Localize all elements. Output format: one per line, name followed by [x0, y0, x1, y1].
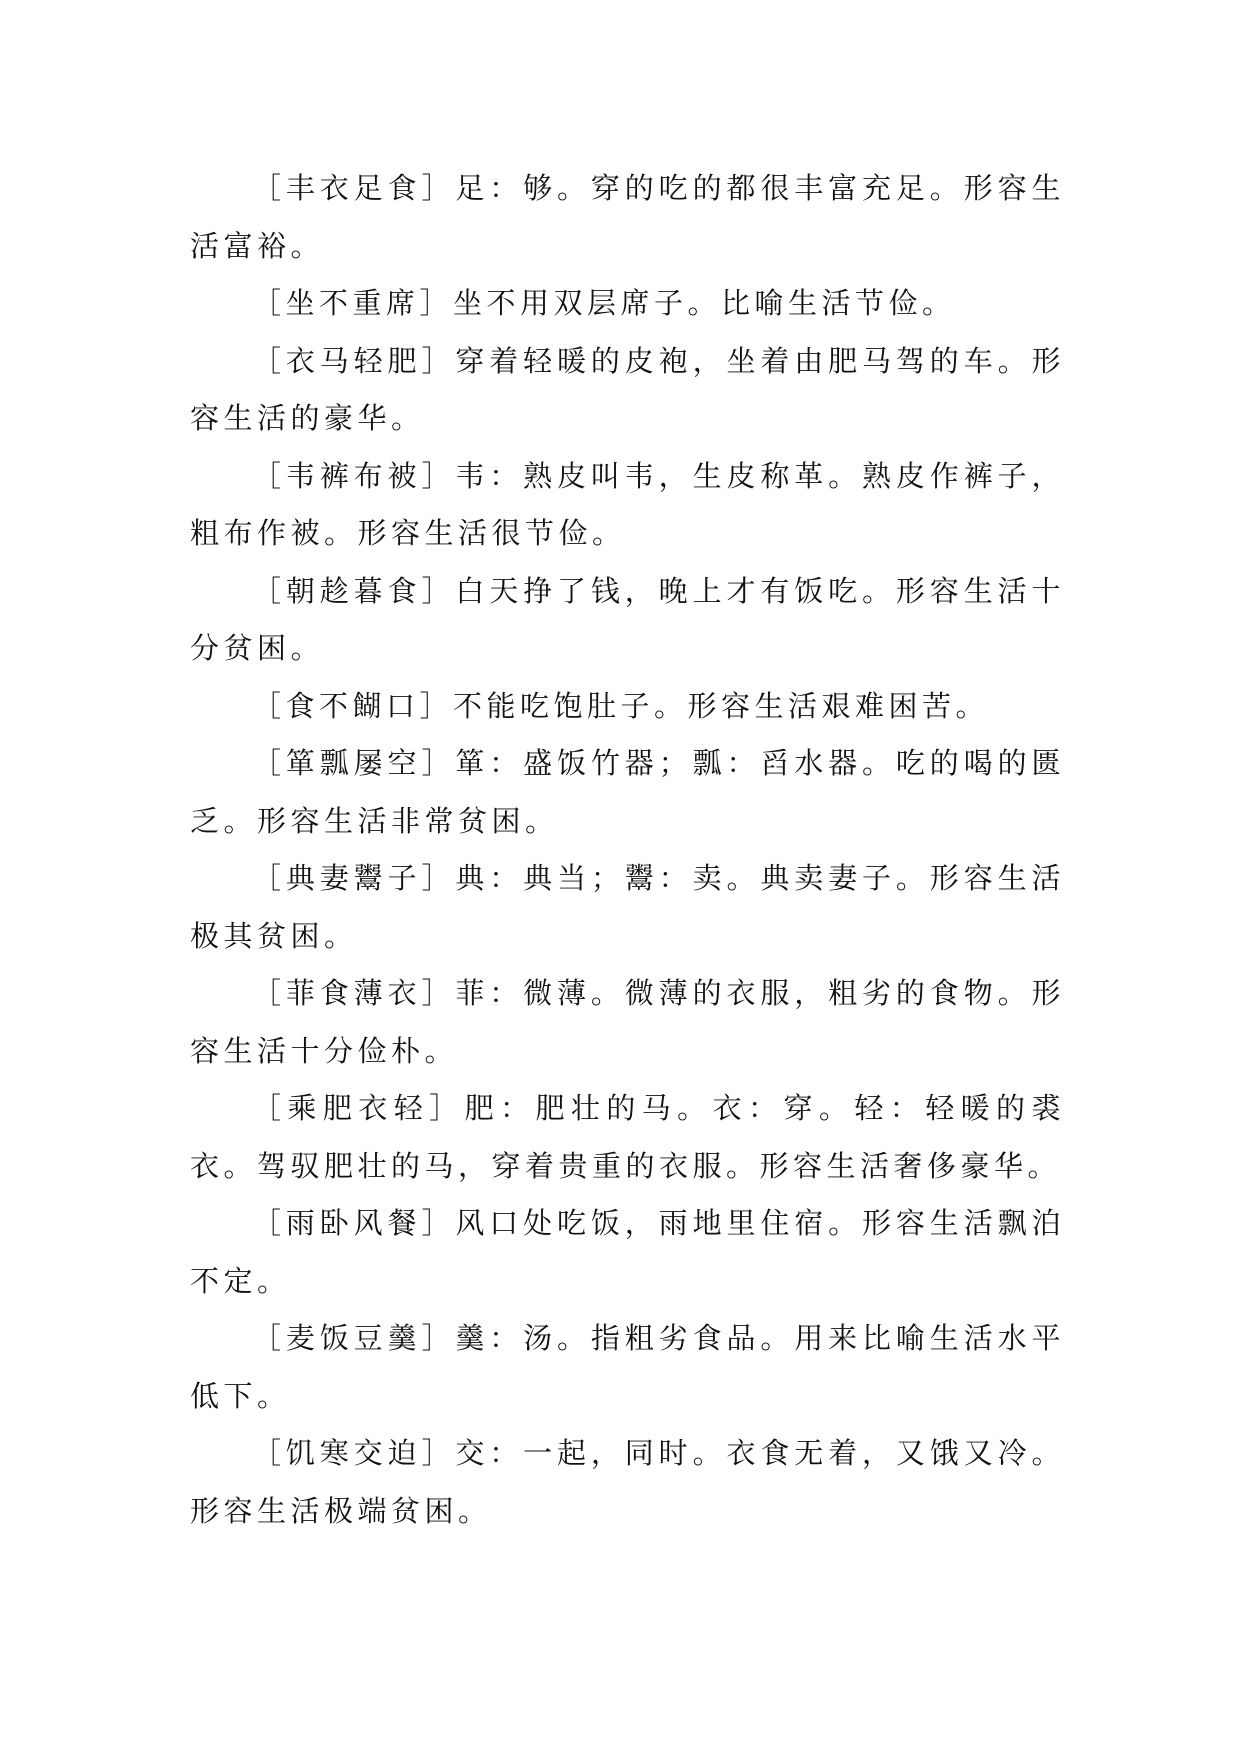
idiom-entry: [190, 275, 1065, 333]
idiom-entry: [190, 563, 1065, 678]
idiom-term: ［韦裤布被］: [252, 458, 456, 493]
idiom-term: ［菲食薄衣］: [252, 976, 456, 1010]
idiom-definition: 足：够。穿的吃的都很丰富充足。形容生活富裕。: [190, 171, 1065, 263]
idiom-term: ［麦饭豆羹］: [252, 1321, 456, 1355]
idiom-definition: 风口处吃饭，雨地里住宿。形容生活飘泊不定。: [190, 1206, 1065, 1298]
idiom-definition: 坐不用双层席子。比喻生活节俭。: [453, 286, 956, 320]
idiom-entry: [190, 850, 1065, 965]
idiom-entry: [190, 333, 1065, 448]
idiom-entry: [190, 1195, 1065, 1310]
idiom-entry: [190, 448, 1065, 563]
idiom-term: ［饥寒交迫］: [252, 1436, 456, 1470]
idiom-entry: [190, 1310, 1065, 1425]
idiom-term: ［食不餬口］: [252, 688, 454, 723]
idiom-definition: 交：一起，同时。衣食无着，又饿又冷。形容生活极端贫困。: [190, 1436, 1065, 1528]
idiom-definition: 箪：盛饭竹器；瓢：舀水器。吃的喝的匮乏。形容生活非常贫困。: [190, 746, 1065, 838]
idiom-entry: [190, 678, 1065, 736]
idiom-entry: [190, 1080, 1065, 1195]
idiom-term: ［朝趁暮食］: [252, 573, 456, 608]
idiom-term: ［箪瓢屡空］: [252, 746, 456, 780]
idiom-term: ［衣马轻肥］: [252, 343, 456, 378]
idiom-entry: [190, 965, 1065, 1080]
document-body: [190, 160, 1065, 1540]
idiom-definition: 肥：肥壮的马。衣：穿。轻：轻暖的裘衣。驾驭肥壮的马，穿着贵重的衣服。形容生活奢侈豪华。: [190, 1091, 1065, 1183]
idiom-definition: 白天挣了钱，晚上才有饭吃。形容生活十分贫困。: [190, 573, 1065, 665]
idiom-term: ［雨卧风餐］: [252, 1206, 456, 1240]
idiom-definition: 穿着轻暖的皮袍，坐着由肥马驾的车。形容生活的豪华。: [190, 343, 1065, 435]
idiom-definition: 不能吃饱肚子。形容生活艰难困苦。: [453, 688, 990, 723]
idiom-term: ［坐不重席］: [252, 286, 454, 320]
idiom-term: ［丰衣足食］: [252, 171, 456, 205]
idiom-term: ［乘肥衣轻］: [252, 1091, 465, 1125]
idiom-term: ［典妻鬻子］: [252, 861, 456, 895]
idiom-entry: [190, 735, 1065, 850]
idiom-definition: 韦：熟皮叫韦，生皮称革。熟皮作裤子，粗布作被。形容生活很节俭。: [190, 458, 1065, 550]
idiom-definition: 羹：汤。指粗劣食品。用来比喻生活水平低下。: [190, 1321, 1065, 1413]
idiom-entry: [190, 160, 1065, 275]
idiom-definition: 典：典当；鬻：卖。典卖妻子。形容生活极其贫困。: [190, 861, 1065, 953]
idiom-entry: [190, 1425, 1065, 1540]
idiom-definition: 菲：微薄。微薄的衣服，粗劣的食物。形容生活十分俭朴。: [190, 976, 1065, 1068]
